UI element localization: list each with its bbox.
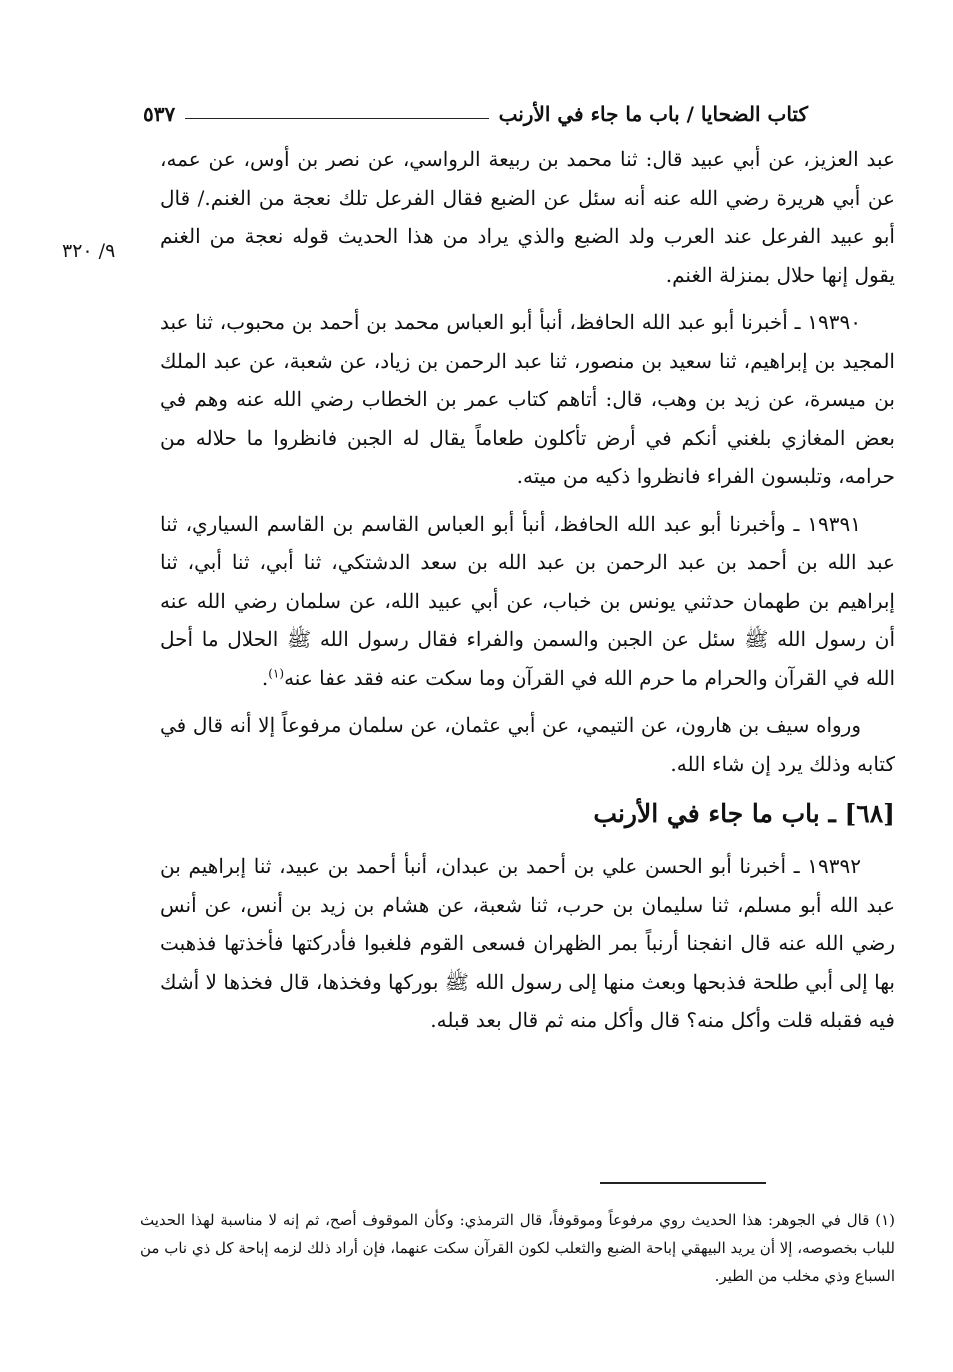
hadith-19390: ١٩٣٩٠ ـ أخبرنا أبو عبد الله الحافظ، أنبأ أبو العباس محمد بن أحمد بن محبوب، ثنا عبد المجيد بن إبراهيم، ثنا سعيد بن منصور، ثنا عبد الرحمن بن زياد، عن شعبة، عن عبد الملك بن ميسرة، عن زيد بن وهب، قال: أتاهم كتاب عمر بن الخطاب رضي الله عنه وهم في بعض المغازي بلغني أنكم في أرض تأكلون طعاماً يقال له الجبن فانظروا ما حلاله من حرامه، وتلبسون الفراء فانظروا ذكيه من ميته.: [160, 310, 895, 488]
footnote-marker[interactable]: (١): [268, 665, 285, 680]
footnote-1: (١) قال في الجوهر: هذا الحديث روي مرفوعاً وموقوفاً، قال الترمذي: وكأن الموقوف أصح، ثم إنه لا مناسبة لهذا الحديث للباب بخصوصه، إلا أن يريد البيهقي إباحة الضبع والثعلب لكون القرآن سكت عنهما، فإن أراد ذلك لزمه إباحة كل ذي ناب من السباع وذي مخلب من الطير.: [140, 1211, 895, 1285]
footnote-separator: [600, 1182, 766, 1184]
hadith-19391-end: .: [261, 665, 269, 690]
section-title: [٦٨] ـ باب ما جاء في الأرنب: [593, 799, 895, 828]
paragraph-continuation: عبد العزيز، عن أبي عبيد قال: ثنا محمد بن ربيعة الرواسي، عن نصر بن أوس، عن عمه، عن أبي هريرة رضي الله عنه أنه سئل عن الضبع فقال الفرعل تلك نعجة من الغنم./ قال أبو عبيد الفرعل عند العرب ولد الضبع والذي يراد من هذا الحديث قوله نعجة من الغنم يقول إنها حلال بمنزلة الغنم.: [160, 147, 895, 287]
running-head-rule: [185, 118, 488, 119]
footnote: [140, 1206, 895, 1290]
paragraph-narration-note: ورواه سيف بن هارون، عن التيمي، عن أبي عثمان، عن سلمان مرفوعاً إلا أنه قال في كتابه وذلك يرد إن شاء الله.: [160, 713, 895, 776]
running-head-title: كتاب الضحايا / باب ما جاء في الأرنب: [498, 102, 808, 126]
page-number: ٥٣٧: [143, 102, 176, 126]
margin-volume-page-reference: ٩/ ٣٢٠: [62, 240, 116, 262]
running-head: [143, 92, 808, 126]
hadith-19391: [160, 505, 895, 698]
hadith-19391-text: ١٩٣٩١ ـ وأخبرنا أبو عبد الله الحافظ، أنبأ أبو العباس القاسم بن القاسم السياري، ثنا عبد الله بن أحمد بن عبد الرحمن بن عبد الله بن سعد الدشتكي، ثنا أبي، ثنا أبي، ثنا إبراهيم بن طهمان حدثني يونس بن خباب، عن أبي عبيد الله، عن سلمان رضي الله عنه أن رسول الله ﷺ سئل عن الجبن والسمن والفراء فقال رسول الله ﷺ الحلال ما أحل الله في القرآن والحرام ما حرم الله في القرآن وما سكت عنه فقد عفا عنه: [160, 511, 895, 690]
main-text: [160, 140, 895, 1040]
hadith-19392: ١٩٣٩٢ ـ أخبرنا أبو الحسن علي بن أحمد بن عبدان، أنبأ أحمد بن عبيد، ثنا إبراهيم بن عبد الله أبو مسلم، ثنا سليمان بن حرب، ثنا شعبة، عن هشام بن زيد بن أنس، عن أنس رضي الله عنه قال انفجنا أرنباً بمر الظهران فسعى القوم فلغبوا فأدركتها فأخذتها فذهبت بها إلى أبي طلحة فذبحها وبعث منها إلى رسول الله ﷺ بوركها وفخذها، قال فخذها لا أشك فيه فقبله قلت وأكل منه؟ قال وأكل منه ثم قال بعد قبله.: [160, 854, 895, 1032]
